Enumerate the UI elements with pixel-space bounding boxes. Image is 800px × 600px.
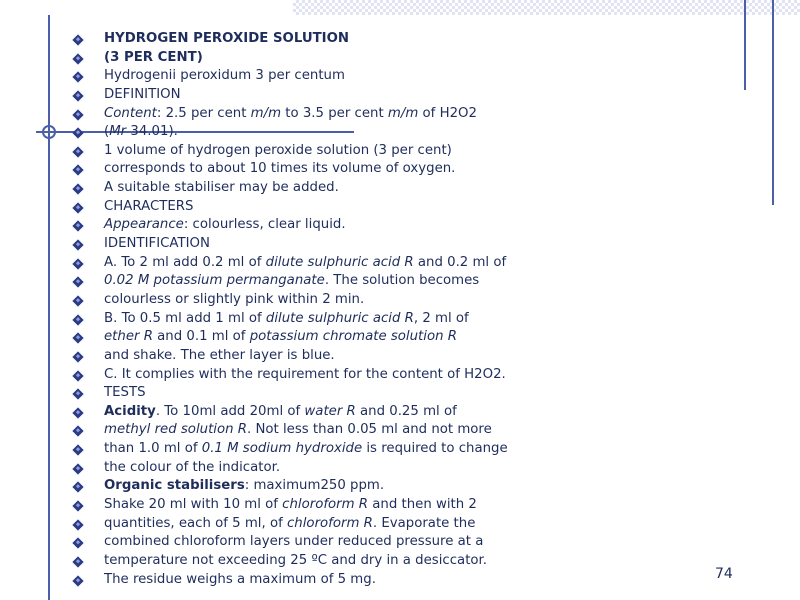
list-item <box>74 30 774 49</box>
text: : colourless, clear liquid. <box>183 217 346 233</box>
text-bold: Acidity <box>104 403 156 419</box>
text: and shake. The ether layer is blue. <box>104 347 335 363</box>
text: B. To 0.5 ml add 1 ml of <box>104 310 266 326</box>
list-item <box>74 533 774 552</box>
list-item <box>74 515 774 534</box>
bullet-icon <box>72 538 83 549</box>
text: ( <box>104 124 110 140</box>
list-item <box>74 198 774 217</box>
bullet-icon <box>72 556 83 567</box>
monograph-subtitle: (3 PER CENT) <box>104 49 203 65</box>
bullet-icon <box>72 389 83 400</box>
bullet-icon <box>72 370 83 381</box>
list-item <box>74 328 774 347</box>
text-italic: methyl red solution R <box>104 422 247 438</box>
text: . The solution becomes <box>324 273 480 289</box>
text-italic: 0.02 M potassium permanganate <box>104 273 325 289</box>
text: . Evaporate the <box>372 515 476 531</box>
list-item <box>74 384 774 403</box>
text: and 0.25 ml of <box>355 403 457 419</box>
text: than 1.0 ml of <box>104 441 202 457</box>
bullet-icon <box>72 165 83 176</box>
bullet-icon <box>72 444 83 455</box>
bullet-icon <box>72 90 83 101</box>
monograph-text <box>74 30 774 589</box>
bullet-icon <box>72 221 83 232</box>
text: and 0.2 ml of <box>413 254 507 270</box>
list-item <box>74 366 774 385</box>
text: A. To 2 ml add 0.2 ml of <box>104 254 266 270</box>
text: 1 volume of hydrogen peroxide solution (3 per cent) <box>104 142 452 158</box>
list-item <box>74 272 774 291</box>
bullet-icon <box>72 183 83 194</box>
text: C. It complies with the requirement for the content of H2O2. <box>104 366 506 382</box>
bullet-icon <box>72 314 83 325</box>
monograph-title: HYDROGEN PEROXIDE SOLUTION <box>104 31 350 46</box>
list-item <box>74 421 774 440</box>
text: colourless or slightly pink within 2 min. <box>104 291 365 307</box>
bullet-icon <box>72 407 83 418</box>
bullet-icon <box>72 482 83 493</box>
bullet-icon <box>72 426 83 437</box>
text: 34.01). <box>126 124 178 140</box>
list-item <box>74 179 774 198</box>
text: and 0.1 ml of <box>152 329 250 345</box>
list-item <box>74 67 774 86</box>
bullet-icon <box>72 463 83 474</box>
bullet-icon <box>72 72 83 83</box>
bullet-icon <box>72 277 83 288</box>
bullet-icon <box>72 500 83 511</box>
list-item <box>74 160 774 179</box>
text: : maximum250 ppm. <box>244 478 385 494</box>
list-item <box>74 440 774 459</box>
text-italic: Appearance <box>104 217 184 233</box>
text-italic: 0.1 M sodium hydroxide <box>201 441 363 457</box>
list-item <box>74 291 774 310</box>
bullet-icon <box>72 295 83 306</box>
bullet-icon <box>72 519 83 530</box>
text-italic: water R <box>304 403 356 419</box>
latin-name: Hydrogenii peroxidum 3 per centum <box>104 68 345 84</box>
section-characters: CHARACTERS <box>104 198 194 214</box>
list-item <box>74 235 774 254</box>
section-tests: TESTS <box>104 385 146 401</box>
text: and then with 2 <box>368 497 477 513</box>
text: , 2 ml of <box>413 310 469 326</box>
list-item <box>74 496 774 515</box>
text-italic: m/m <box>250 105 282 121</box>
text: quantities, each of 5 ml, of <box>104 515 287 531</box>
text: to 3.5 per cent <box>281 105 388 121</box>
circle-ornament <box>42 125 56 139</box>
bullet-icon <box>72 351 83 362</box>
list-item <box>74 123 774 142</box>
list-item <box>74 105 774 124</box>
list-item <box>74 142 774 161</box>
text: corresponds to about 10 times its volume of oxygen. <box>104 161 456 177</box>
bullet-icon <box>72 146 83 157</box>
list-item <box>74 49 774 68</box>
bullet-icon <box>72 53 83 64</box>
bullet-icon <box>72 34 83 45</box>
bullet-icon <box>72 128 83 139</box>
text: the colour of the indicator. <box>104 459 281 475</box>
bullet-icon <box>72 239 83 250</box>
text: The residue weighs a maximum of 5 mg. <box>104 571 376 587</box>
list-item <box>74 347 774 366</box>
text: combined chloroform layers under reduced pressure at a <box>104 534 484 550</box>
list-item <box>74 477 774 496</box>
text: Shake 20 ml with 10 ml of <box>104 497 283 513</box>
vertical-rule-left <box>48 15 50 600</box>
bullet-icon <box>72 333 83 344</box>
text-italic: m/m <box>387 105 419 121</box>
checker-band <box>293 0 800 15</box>
list-item <box>74 459 774 478</box>
text-italic: dilute sulphuric acid R <box>265 254 414 270</box>
list-item <box>74 571 774 590</box>
text-italic: dilute sulphuric acid R <box>265 310 414 326</box>
text: . To 10ml add 20ml of <box>155 403 305 419</box>
text-italic: chloroform R <box>287 515 373 531</box>
page-number: 74 <box>715 566 733 582</box>
list-item <box>74 552 774 571</box>
text-italic: chloroform R <box>282 497 369 513</box>
list-item <box>74 86 774 105</box>
section-identification: IDENTIFICATION <box>104 236 210 252</box>
text: : 2.5 per cent <box>156 105 251 121</box>
text-italic: ether R <box>104 329 153 345</box>
bullet-icon <box>72 202 83 213</box>
text-italic: potassium chromate solution R <box>249 329 457 345</box>
text: A suitable stabiliser may be added. <box>104 180 339 196</box>
text: . Not less than 0.05 ml and not more <box>247 422 492 438</box>
bullet-icon <box>72 258 83 269</box>
text-bold: Organic stabilisers <box>104 478 245 494</box>
bullet-icon <box>72 109 83 120</box>
text-italic: Mr <box>109 124 127 140</box>
text: temperature not exceeding 25 ºC and dry in a desiccator. <box>104 552 488 568</box>
list-item <box>74 403 774 422</box>
section-definition: DEFINITION <box>104 86 181 102</box>
text-italic: Content <box>104 105 157 121</box>
text: is required to change <box>362 441 508 457</box>
list-item <box>74 310 774 329</box>
bullet-icon <box>72 575 83 586</box>
list-item <box>74 216 774 235</box>
list-item <box>74 254 774 273</box>
text: of H2O2 <box>418 105 477 121</box>
